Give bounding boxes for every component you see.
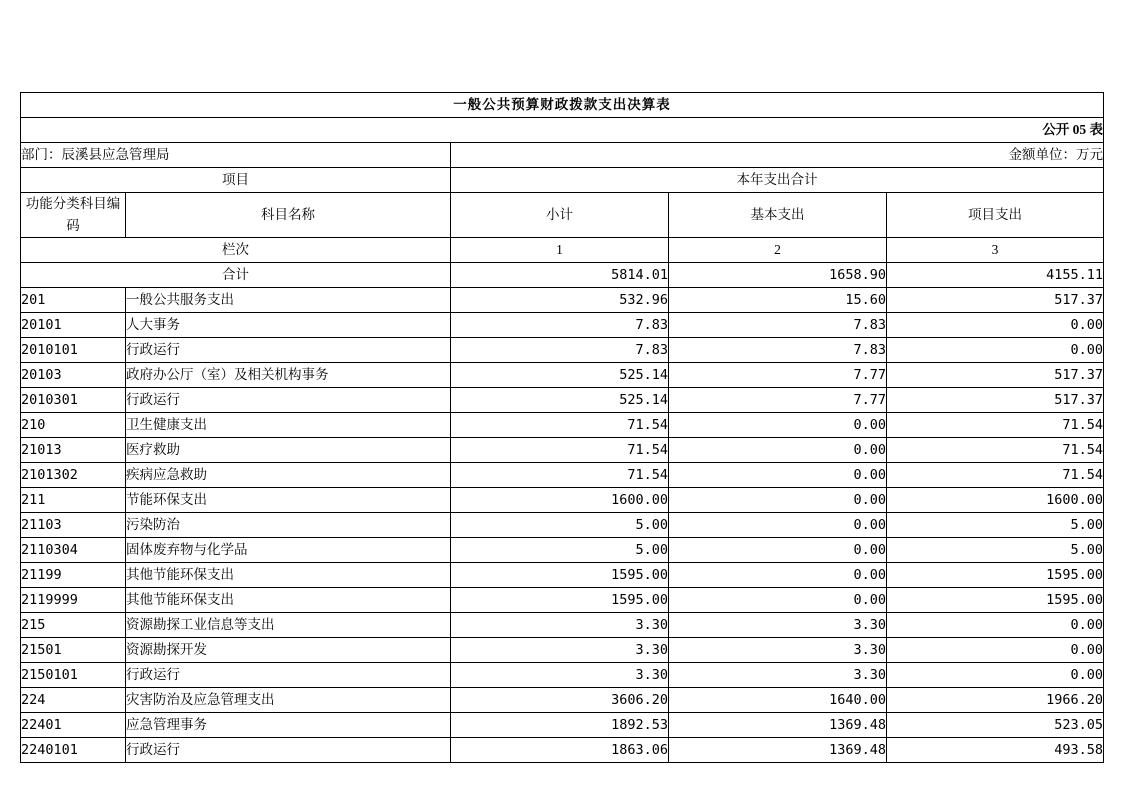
row-name: 其他节能环保支出	[126, 588, 451, 613]
meta-row	[21, 143, 1104, 168]
header-col-name: 科目名称	[126, 193, 451, 238]
row-subtotal: 532.96	[451, 288, 669, 313]
row-basic: 7.77	[669, 363, 887, 388]
row-code: 201	[21, 288, 126, 313]
header-col-code: 功能分类科目编码	[21, 193, 126, 238]
row-name: 一般公共服务支出	[126, 288, 451, 313]
row-subtotal: 3.30	[451, 613, 669, 638]
row-code: 22401	[21, 713, 126, 738]
row-code: 2010101	[21, 338, 126, 363]
row-basic: 3.30	[669, 613, 887, 638]
header-group-year-total: 本年支出合计	[451, 168, 1104, 193]
row-code: 224	[21, 688, 126, 713]
row-code: 2010301	[21, 388, 126, 413]
total-label: 合计	[21, 263, 451, 288]
header-col-project: 项目支出	[887, 193, 1104, 238]
row-project: 0.00	[887, 638, 1104, 663]
row-project: 1595.00	[887, 563, 1104, 588]
row-basic: 1369.48	[669, 738, 887, 763]
row-basic: 3.30	[669, 663, 887, 688]
row-code: 21103	[21, 513, 126, 538]
header-group-item: 项目	[21, 168, 451, 193]
row-project: 517.37	[887, 363, 1104, 388]
row-subtotal: 1600.00	[451, 488, 669, 513]
row-name: 疾病应急救助	[126, 463, 451, 488]
row-name: 卫生健康支出	[126, 413, 451, 438]
row-name: 政府办公厅（室）及相关机构事务	[126, 363, 451, 388]
row-project: 1595.00	[887, 588, 1104, 613]
row-subtotal: 3606.20	[451, 688, 669, 713]
row-basic: 0.00	[669, 538, 887, 563]
row-basic: 0.00	[669, 488, 887, 513]
column-number-2: 2	[669, 238, 887, 263]
row-code: 20101	[21, 313, 126, 338]
header-col-subtotal: 小计	[451, 193, 669, 238]
row-subtotal: 525.14	[451, 363, 669, 388]
row-subtotal: 7.83	[451, 313, 669, 338]
row-code: 2110304	[21, 538, 126, 563]
row-project: 5.00	[887, 538, 1104, 563]
row-basic: 7.83	[669, 338, 887, 363]
row-basic: 7.83	[669, 313, 887, 338]
row-name: 行政运行	[126, 338, 451, 363]
row-name: 应急管理事务	[126, 713, 451, 738]
row-subtotal: 1595.00	[451, 588, 669, 613]
row-code: 2101302	[21, 463, 126, 488]
table-body	[21, 93, 1104, 763]
table-row	[21, 438, 1104, 463]
total-row	[21, 263, 1104, 288]
document-page	[20, 92, 1103, 763]
row-name: 节能环保支出	[126, 488, 451, 513]
row-basic: 1640.00	[669, 688, 887, 713]
row-basic: 0.00	[669, 463, 887, 488]
row-basic: 0.00	[669, 513, 887, 538]
row-subtotal: 5.00	[451, 538, 669, 563]
row-basic: 7.77	[669, 388, 887, 413]
row-code: 2119999	[21, 588, 126, 613]
row-project: 0.00	[887, 313, 1104, 338]
row-project: 0.00	[887, 663, 1104, 688]
table-row	[21, 463, 1104, 488]
row-basic: 3.30	[669, 638, 887, 663]
row-code: 2240101	[21, 738, 126, 763]
row-subtotal: 71.54	[451, 438, 669, 463]
row-name: 行政运行	[126, 388, 451, 413]
amount-unit-label: 金额单位：万元	[451, 143, 1104, 168]
row-subtotal: 1892.53	[451, 713, 669, 738]
row-basic: 1369.48	[669, 713, 887, 738]
table-row	[21, 538, 1104, 563]
row-project: 5.00	[887, 513, 1104, 538]
table-row	[21, 413, 1104, 438]
row-code: 210	[21, 413, 126, 438]
table-row	[21, 513, 1104, 538]
row-subtotal: 3.30	[451, 638, 669, 663]
row-code: 215	[21, 613, 126, 638]
header-group-row	[21, 168, 1104, 193]
row-project: 517.37	[887, 388, 1104, 413]
row-name: 其他节能环保支出	[126, 563, 451, 588]
column-number-row	[21, 238, 1104, 263]
row-name: 资源勘探工业信息等支出	[126, 613, 451, 638]
column-number-3: 3	[887, 238, 1104, 263]
row-code: 21199	[21, 563, 126, 588]
table-row	[21, 738, 1104, 763]
row-basic: 15.60	[669, 288, 887, 313]
public-label-row	[21, 118, 1104, 143]
row-name: 人大事务	[126, 313, 451, 338]
row-subtotal: 71.54	[451, 413, 669, 438]
table-row	[21, 688, 1104, 713]
row-name: 医疗救助	[126, 438, 451, 463]
row-project: 0.00	[887, 338, 1104, 363]
row-subtotal: 1863.06	[451, 738, 669, 763]
row-name: 固体废弃物与化学品	[126, 538, 451, 563]
row-basic: 0.00	[669, 438, 887, 463]
column-number-label: 栏次	[21, 238, 451, 263]
row-project: 71.54	[887, 463, 1104, 488]
row-subtotal: 5.00	[451, 513, 669, 538]
row-project: 1966.20	[887, 688, 1104, 713]
total-project: 4155.11	[887, 263, 1104, 288]
row-subtotal: 3.30	[451, 663, 669, 688]
table-row	[21, 613, 1104, 638]
budget-expenditure-table	[20, 92, 1104, 763]
row-basic: 0.00	[669, 413, 887, 438]
row-project: 71.54	[887, 438, 1104, 463]
total-basic: 1658.90	[669, 263, 887, 288]
public-form-number: 公开 05 表	[21, 118, 1104, 143]
row-name: 资源勘探开发	[126, 638, 451, 663]
row-project: 71.54	[887, 413, 1104, 438]
table-row	[21, 713, 1104, 738]
table-row	[21, 663, 1104, 688]
row-subtotal: 71.54	[451, 463, 669, 488]
page-title: 一般公共预算财政拨款支出决算表	[21, 93, 1104, 118]
table-row	[21, 588, 1104, 613]
table-row	[21, 338, 1104, 363]
row-project: 517.37	[887, 288, 1104, 313]
row-name: 行政运行	[126, 738, 451, 763]
department-label: 部门：辰溪县应急管理局	[21, 143, 451, 168]
table-row	[21, 563, 1104, 588]
table-row	[21, 288, 1104, 313]
row-project: 523.05	[887, 713, 1104, 738]
table-row	[21, 638, 1104, 663]
header-columns-row	[21, 193, 1104, 238]
row-subtotal: 525.14	[451, 388, 669, 413]
row-subtotal: 1595.00	[451, 563, 669, 588]
column-number-1: 1	[451, 238, 669, 263]
row-project: 0.00	[887, 613, 1104, 638]
table-row	[21, 363, 1104, 388]
row-code: 2150101	[21, 663, 126, 688]
row-name: 灾害防治及应急管理支出	[126, 688, 451, 713]
row-code: 211	[21, 488, 126, 513]
row-code: 21013	[21, 438, 126, 463]
title-row	[21, 93, 1104, 118]
row-project: 1600.00	[887, 488, 1104, 513]
table-row	[21, 313, 1104, 338]
table-row	[21, 388, 1104, 413]
row-project: 493.58	[887, 738, 1104, 763]
row-code: 21501	[21, 638, 126, 663]
row-basic: 0.00	[669, 588, 887, 613]
row-name: 污染防治	[126, 513, 451, 538]
row-name: 行政运行	[126, 663, 451, 688]
row-basic: 0.00	[669, 563, 887, 588]
row-subtotal: 7.83	[451, 338, 669, 363]
table-row	[21, 488, 1104, 513]
row-code: 20103	[21, 363, 126, 388]
header-col-basic: 基本支出	[669, 193, 887, 238]
total-subtotal: 5814.01	[451, 263, 669, 288]
